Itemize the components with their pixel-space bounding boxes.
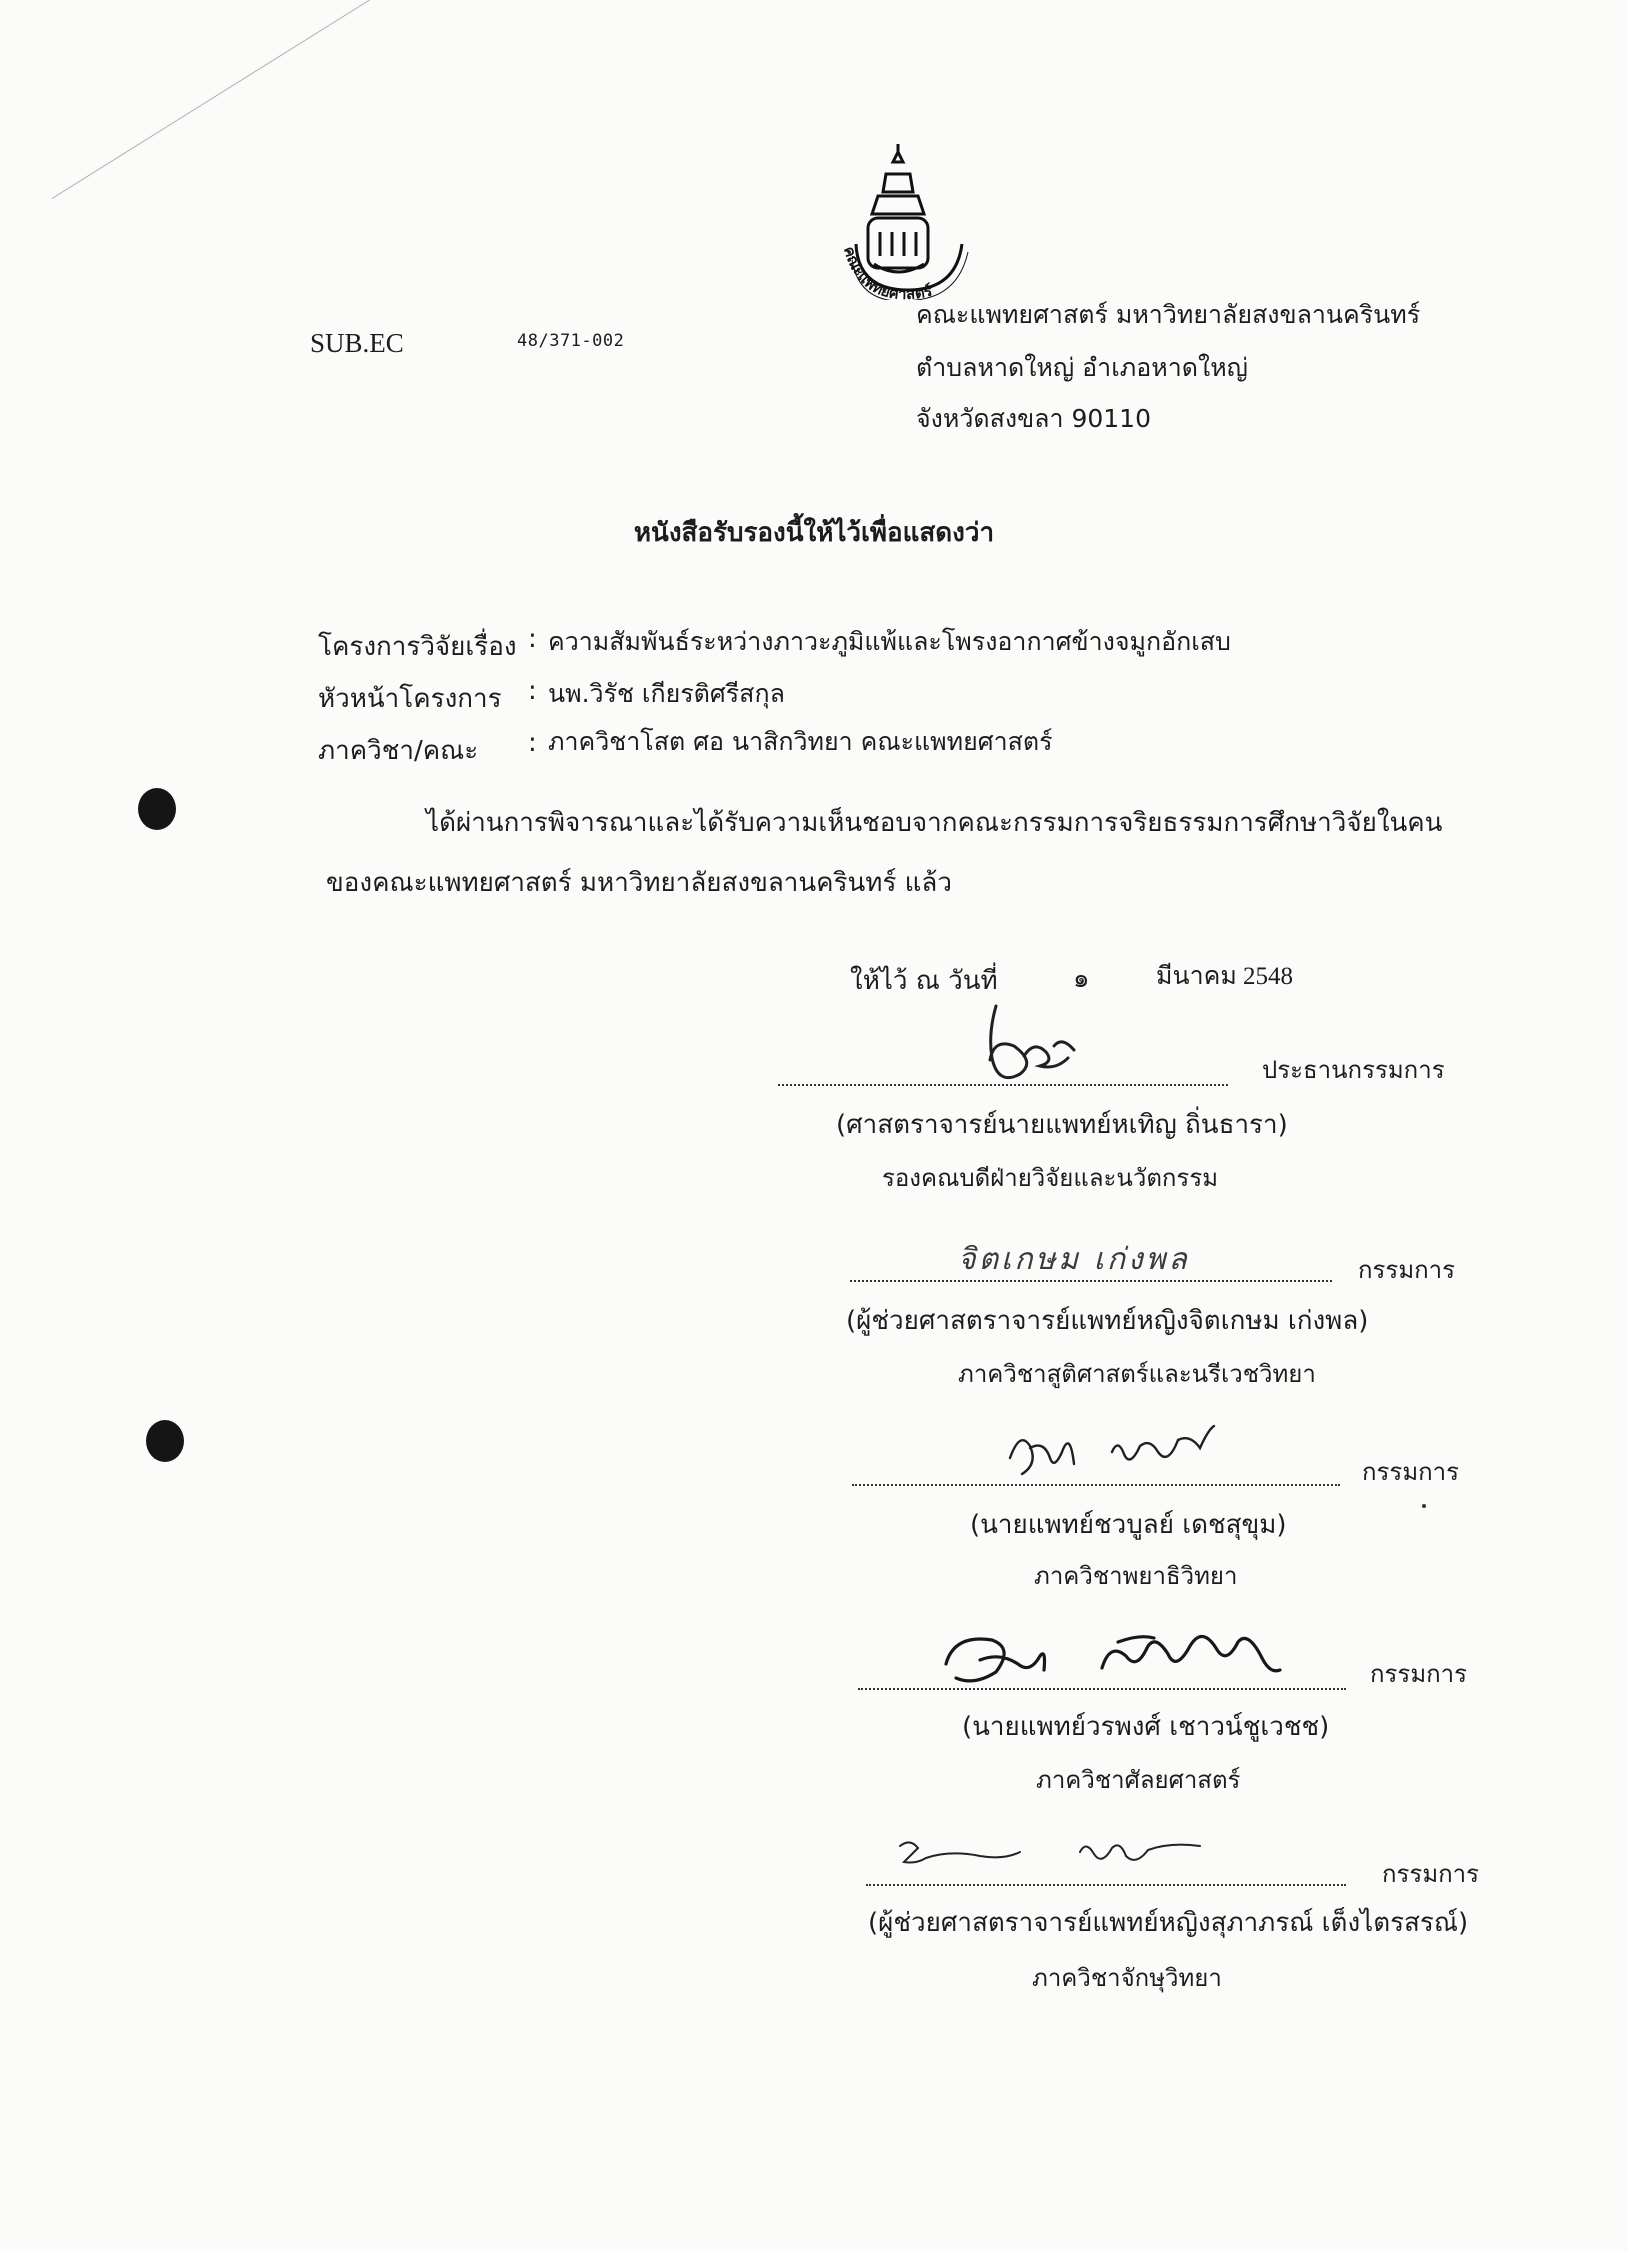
- address-line-2: ตำบลหาดใหญ่ อำเภอหาดใหญ่: [916, 353, 1248, 382]
- signature-line: [778, 1084, 1228, 1086]
- punch-hole-top: [138, 788, 176, 830]
- signature-member-2: [1000, 1418, 1230, 1490]
- signature-line: [866, 1884, 1346, 1886]
- signature-line: [852, 1484, 1340, 1486]
- project-head-value: นพ.วิรัช เกียรติศรีสกุล: [548, 679, 785, 708]
- signatory-role: กรรมการ: [1382, 1860, 1480, 1888]
- signatory-role: กรรมการ: [1358, 1256, 1456, 1284]
- approval-statement-line-1: ได้ผ่านการพิจารณาและได้รับความเห็นชอบจากคณะกรรมการจริยธรรมการศึกษาวิจัยในคน: [426, 808, 1443, 838]
- signatory-name: (ผู้ช่วยศาสตราจารย์แพทย์หญิงจิตเกษม เก่งพล): [846, 1306, 1369, 1336]
- project-title-colon: :: [528, 624, 537, 654]
- signatory-dept: ภาควิชาพยาธิวิทยา: [1034, 1562, 1238, 1590]
- project-head-label: หัวหน้าโครงการ: [318, 684, 502, 714]
- scan-speck: [1422, 1504, 1426, 1508]
- signatory-role: ประธานกรรมการ: [1262, 1056, 1445, 1084]
- address-line-1: คณะแพทยศาสตร์ มหาวิทยาลัยสงขลานครินทร์: [916, 300, 1421, 329]
- project-head-colon: :: [528, 676, 537, 706]
- project-title-label: โครงการวิจัยเรื่อง: [318, 632, 517, 662]
- university-seal-icon: [838, 140, 988, 300]
- signature-chair: [970, 1000, 1090, 1092]
- signatory-name: (นายแพทย์วรพงศ์ เชาวน์ชูเวชช): [962, 1712, 1330, 1742]
- signatory-name: (ศาสตราจารย์นายแพทย์หเทิญ ถิ่นธารา): [836, 1110, 1288, 1140]
- signature-member-3: [940, 1612, 1290, 1700]
- punch-hole-bottom: [146, 1420, 184, 1462]
- signatory-name: (ผู้ช่วยศาสตราจารย์แพทย์หญิงสุภาภรณ์ เต็งไตรสรณ์): [868, 1908, 1469, 1938]
- seal-arc-text: คณะแพทยศาสตร์: [840, 244, 935, 300]
- project-title-value: ความสัมพันธ์ระหว่างภาวะภูมิแพ้และโพรงอากาศข้างจมูกอักเสบ: [548, 627, 1231, 656]
- signatory-name: (นายแพทย์ชวบูลย์ เดชสุขุม): [970, 1510, 1287, 1540]
- signatory-dept: รองคณบดีฝ่ายวิจัยและนวัตกรรม: [882, 1164, 1219, 1192]
- signature-member-4: [870, 1832, 1250, 1890]
- certificate-heading: หนังสือรับรองนี้ให้ไว้เพื่อแสดงว่า: [633, 518, 995, 548]
- project-dept-value: ภาควิชาโสต ศอ นาสิกวิทยา คณะแพทยศาสตร์: [548, 727, 1053, 756]
- signatory-dept: ภาควิชาสูติศาสตร์และนรีเวชวิทยา: [958, 1360, 1316, 1388]
- date-month-year: มีนาคม 2548: [1156, 963, 1294, 990]
- scan-artifact-line: [52, 0, 595, 199]
- signatory-dept: ภาควิชาจักษุวิทยา: [1032, 1964, 1222, 1992]
- signature-line: [858, 1688, 1346, 1690]
- project-dept-colon: :: [528, 728, 537, 758]
- date-day: ๑: [1073, 964, 1090, 994]
- reference-number: 48/371-002: [517, 331, 625, 351]
- project-dept-label: ภาควิชา/คณะ: [318, 736, 479, 766]
- approval-statement-line-2: ของคณะแพทยศาสตร์ มหาวิทยาลัยสงขลานครินทร์ แล้ว: [326, 868, 952, 898]
- signatory-dept: ภาควิชาศัลยศาสตร์: [1036, 1766, 1241, 1794]
- address-line-3: จังหวัดสงขลา 90110: [916, 404, 1151, 433]
- signatory-role: กรรมการ: [1370, 1660, 1468, 1688]
- signature-member-1: จิตเกษม เก่งพล: [958, 1242, 1190, 1277]
- date-label: ให้ไว้ ณ วันที่: [850, 966, 998, 996]
- reference-code: SUB.EC: [310, 328, 404, 358]
- signatory-role: กรรมการ: [1362, 1458, 1460, 1486]
- signature-line: [850, 1280, 1332, 1282]
- svg-text:คณะแพทยศาสตร์: [840, 244, 935, 300]
